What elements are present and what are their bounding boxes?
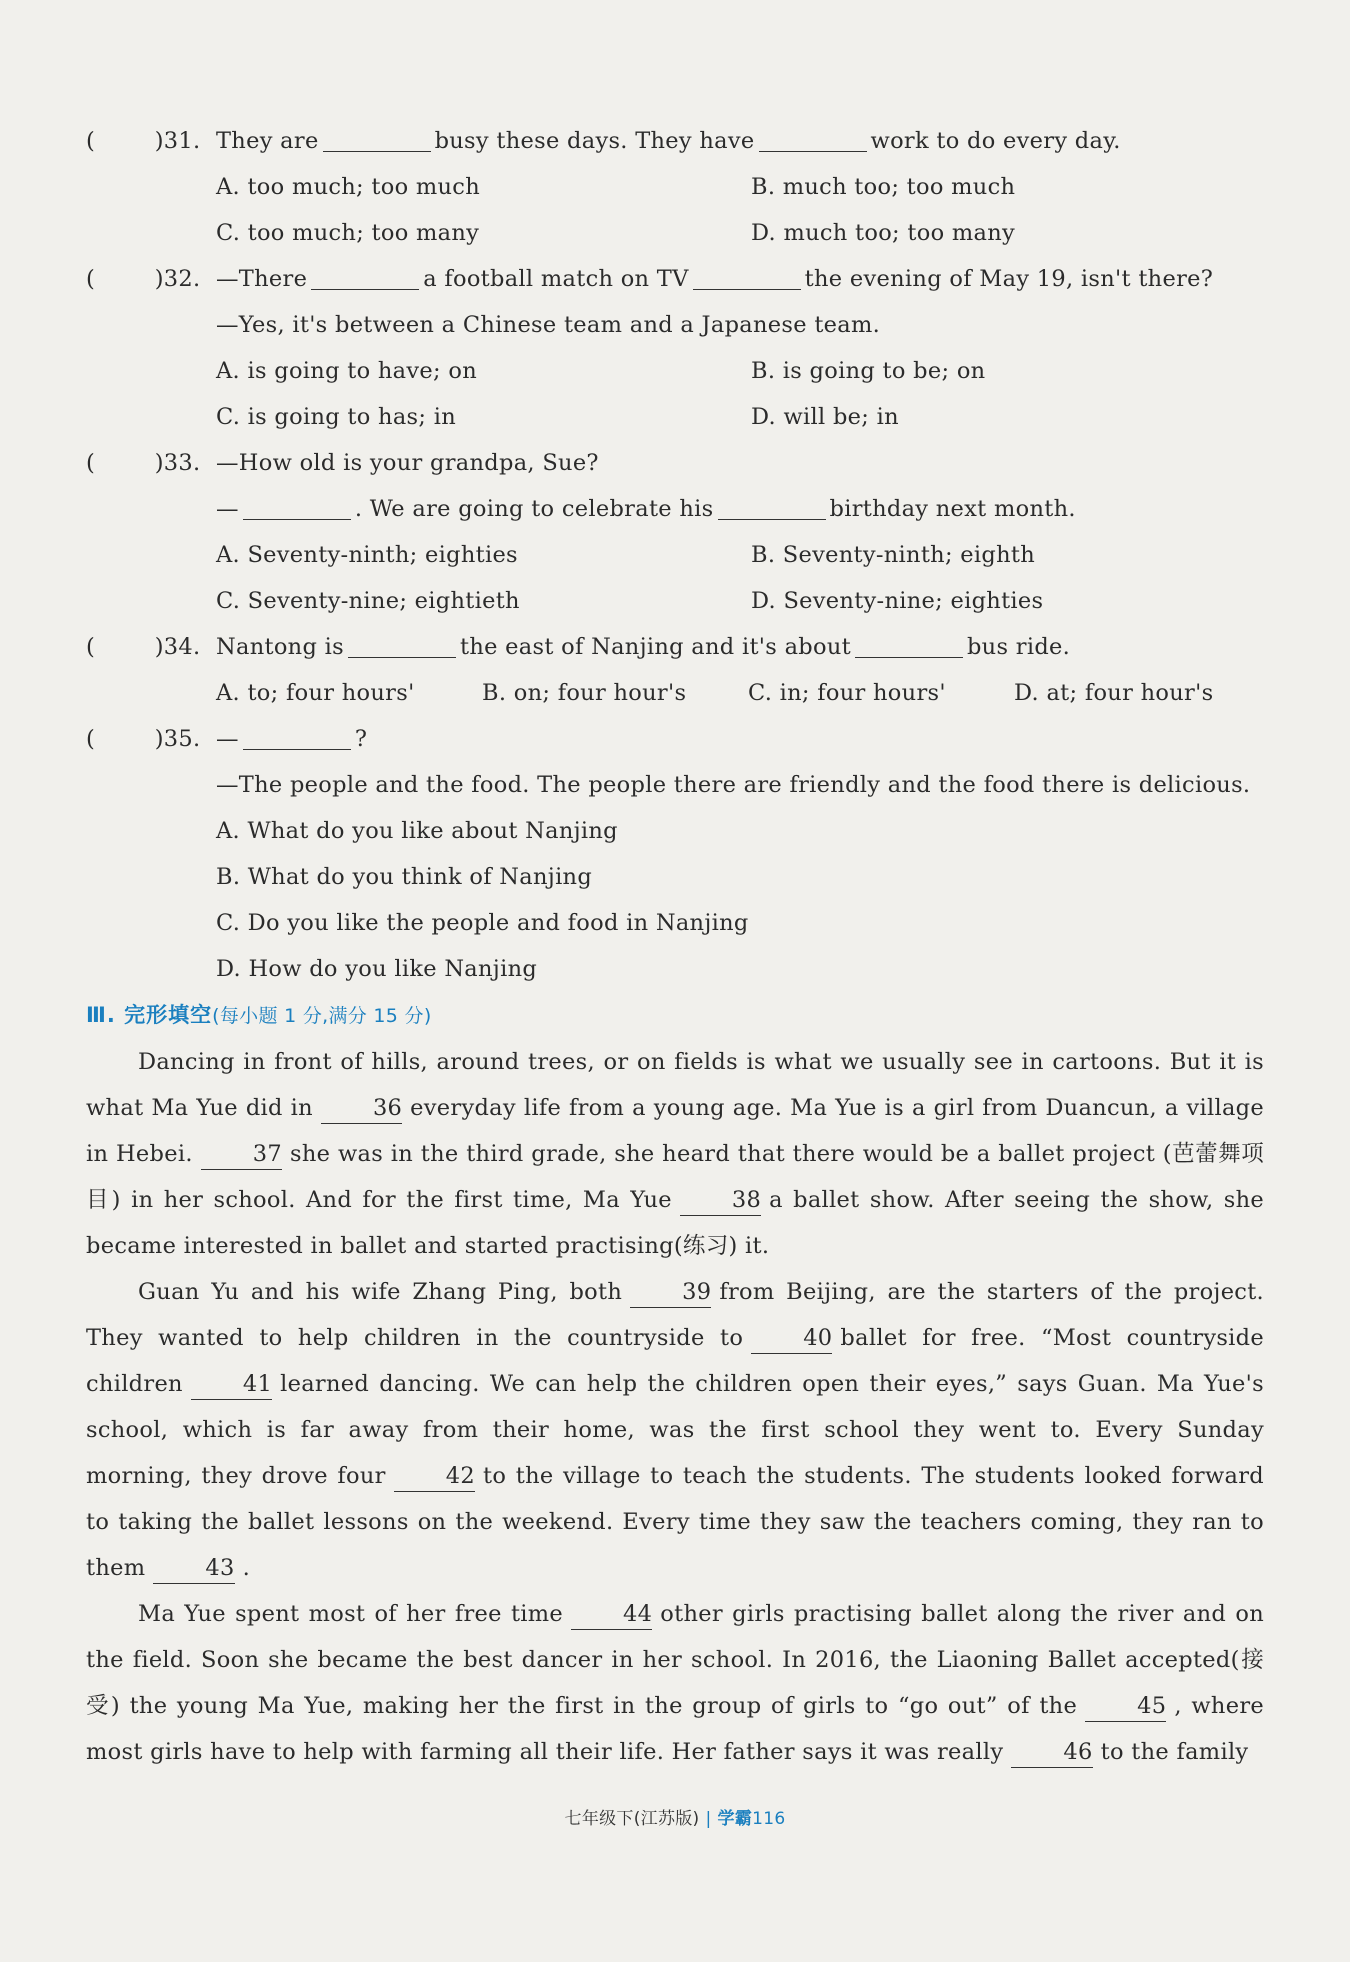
cloze-blank: 42 <box>394 1461 475 1492</box>
cloze-blank: 37 <box>201 1139 282 1170</box>
question-number: ( )33. <box>86 450 201 476</box>
section-heading <box>86 992 1264 1039</box>
question-stem: They are busy these days. They have work to do every day. <box>216 128 1121 154</box>
answer-blank <box>718 497 826 521</box>
cloze-blank: 46 <box>1011 1737 1092 1768</box>
question-line: —The people and the food. The people there are friendly and the food there is delicious. <box>216 772 1251 798</box>
question-stem: —How old is your grandpa, Sue? <box>216 450 599 476</box>
answer-blank <box>759 129 867 153</box>
question-stem: —There a football match on TV the evening of May 19, isn't there? <box>216 266 1214 292</box>
option-d: D. How do you like Nanjing <box>216 956 538 982</box>
question-number: ( )34. <box>86 634 201 660</box>
passage-paragraph: Dancing in front of hills, around trees, or on fields is what we usually see in cartoons. But it is what Ma Yue did in 36 everyday life from a young age. Ma Yue is a girl from Duancun, a village in Hebei. 37 she was in the third grade, she heard that there would be a ballet project (芭蕾舞项目) in her school. And for the first time, Ma Yue 38 a ballet show. After seeing the show, she became interested in ballet and started practising(练习) it. <box>86 1049 1265 1259</box>
question-number: ( )32. <box>86 266 201 292</box>
option-a: A. too much; too much <box>216 174 480 200</box>
section-title: Ⅲ. 完形填空 <box>86 1003 213 1027</box>
option-c: C. Seventy-nine; eightieth <box>216 588 520 614</box>
question-stem: — ? <box>216 726 368 752</box>
question-number: ( )35. <box>86 726 201 752</box>
page-footer <box>0 1796 1350 1842</box>
cloze-blank: 39 <box>630 1277 711 1308</box>
answer-blank <box>323 129 431 153</box>
question-33 <box>86 440 1264 486</box>
page-number: 116 <box>752 1809 786 1829</box>
option-c: C. too much; too many <box>216 220 480 246</box>
cloze-blank: 40 <box>751 1323 832 1354</box>
options <box>86 670 1264 716</box>
option-a: A. What do you like about Nanjing <box>216 818 618 844</box>
answer-blank <box>693 267 801 291</box>
cloze-blank: 36 <box>321 1093 402 1124</box>
option-b: B. is going to be; on <box>751 358 986 384</box>
cloze-blank: 38 <box>680 1185 761 1216</box>
option-a: A. is going to have; on <box>216 358 477 384</box>
options <box>86 808 1264 992</box>
cloze-blank: 44 <box>571 1599 652 1630</box>
option-b: B. much too; too much <box>751 174 1016 200</box>
options <box>86 348 1264 440</box>
passage-paragraph: Ma Yue spent most of her free time 44 other girls practising ballet along the river and on the field. Soon she became the best dancer in her school. In 2016, the Liaoning Ballet accepted(接受) the young Ma Yue, making her the first in the group of girls to “go out” of the 45 , where most girls have to help with farming all their life. Her father says it was really 46 to the family <box>86 1591 1264 1775</box>
option-b: B. What do you think of Nanjing <box>216 864 593 890</box>
options <box>86 164 1264 256</box>
question-32 <box>86 256 1264 302</box>
option-d: D. Seventy-nine; eighties <box>751 588 1044 614</box>
option-c: C. Do you like the people and food in Nanjing <box>216 910 749 936</box>
answer-blank <box>243 497 351 521</box>
cloze-blank: 45 <box>1085 1691 1166 1722</box>
question-stem: Nantong is the east of Nanjing and it's about bus ride. <box>216 634 1071 660</box>
grade-label: 七年级下(江苏版) <box>564 1809 700 1829</box>
option-d: D. much too; too many <box>751 220 1016 246</box>
answer-blank <box>311 267 419 291</box>
option-a: A. Seventy-ninth; eighties <box>216 542 518 568</box>
brand-logo: 学霸 <box>717 1809 753 1829</box>
answer-blank <box>855 635 963 659</box>
question-31 <box>86 118 1264 164</box>
option-c: C. in; four hours' <box>748 680 946 706</box>
question-35 <box>86 716 1264 762</box>
option-b: B. Seventy-ninth; eighth <box>751 542 1036 568</box>
option-a: A. to; four hours' <box>216 680 415 706</box>
cloze-blank: 41 <box>191 1369 272 1400</box>
option-b: B. on; four hour's <box>482 680 687 706</box>
section-subtitle: (每小题 1 分,满分 15 分) <box>212 1005 432 1027</box>
answer-blank <box>348 635 456 659</box>
answer-blank <box>243 727 351 751</box>
option-d: D. at; four hour's <box>1014 680 1214 706</box>
option-d: D. will be; in <box>751 404 899 430</box>
question-number: ( )31. <box>86 128 201 154</box>
option-c: C. is going to has; in <box>216 404 457 430</box>
footer-separator: | <box>705 1809 712 1829</box>
options <box>86 532 1264 624</box>
cloze-blank: 43 <box>153 1553 234 1584</box>
question-line: —Yes, it's between a Chinese team and a Japanese team. <box>216 312 881 338</box>
question-line: — . We are going to celebrate his birthday next month. <box>216 496 1076 522</box>
passage-paragraph: Guan Yu and his wife Zhang Ping, both 39 from Beijing, are the starters of the project. They wanted to help children in the countryside to 40 ballet for free. “Most countryside children 41 learned dancing. We can help the children open their eyes,” says Guan. Ma Yue's school, which is far away from their home, was the first school they went to. Every Sunday morning, they drove four 42 to the village to teach the students. The students looked forward to taking the ballet lessons on the weekend. Every time they saw the teachers coming, they ran to them 43 . <box>86 1269 1264 1591</box>
question-34 <box>86 624 1264 670</box>
